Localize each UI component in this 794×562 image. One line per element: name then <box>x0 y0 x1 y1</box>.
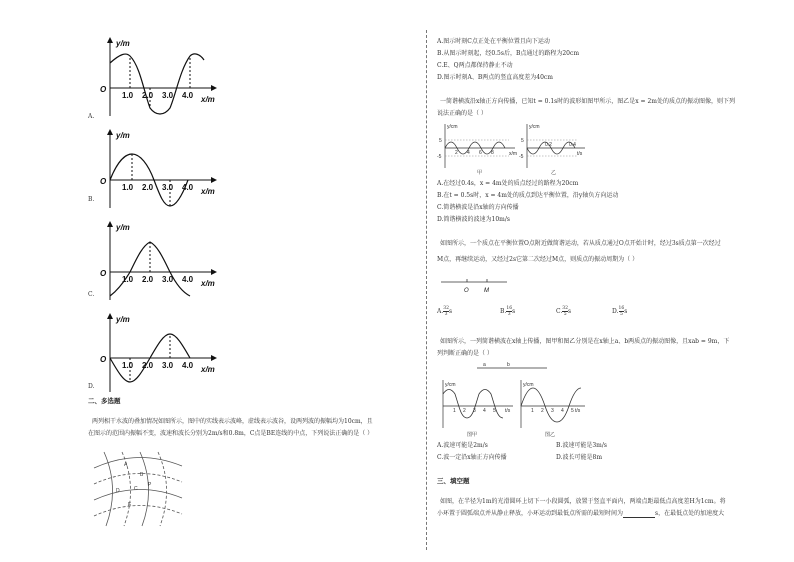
tick-label: 3 <box>551 408 554 414</box>
tick-label: 0.4 <box>569 142 576 148</box>
x-label: t/s <box>505 408 511 414</box>
option-text: B.从图示时刻起，经0.5s后，B点通过的路程为20cm <box>437 50 580 57</box>
option-text: C.波一定沿x轴正方向传播 <box>437 454 507 461</box>
y-label: y/cm <box>447 124 458 130</box>
point-label: E <box>128 502 132 508</box>
tick-label: 1.0 <box>122 361 134 370</box>
question-text: 列判断正确的是（ ） <box>437 350 493 357</box>
tick-label: 2 <box>541 408 544 414</box>
y-label: y/cm <box>523 382 534 388</box>
amp-label: 5 <box>521 138 524 144</box>
option-text: B.在t = 0.5s时，x = 4m处的质点到达平衡位置，沿y轴负方向运动 <box>437 192 619 199</box>
tick-label: 1.0 <box>122 91 134 100</box>
tick-label: 4.0 <box>182 183 194 192</box>
point-label-m: M <box>484 288 489 294</box>
option-text: A.波速可能是2m/s <box>437 442 488 449</box>
x-label: x/m <box>201 279 215 288</box>
tick-label: 5 <box>493 408 496 414</box>
column-divider <box>426 30 427 550</box>
tick-label: 4 <box>483 408 486 414</box>
option-text: A.图示时刻C点正处在平衡位置且向下运动 <box>437 38 550 45</box>
option-text: B.波速可能是3m/s <box>556 442 607 449</box>
tick-label: 4 <box>467 150 470 156</box>
point-label: C <box>134 486 138 492</box>
x-label: x/m <box>201 95 215 104</box>
tick-label: 3.0 <box>162 275 174 284</box>
question-text: 两列相干水波的叠加情况如图所示，图中的实线表示波峰，虚线表示波谷，设两列波的振幅均为10cm，且 <box>92 418 373 425</box>
wave-curve <box>521 388 581 422</box>
tick-label: 4 <box>561 408 564 414</box>
tick-label: 4.0 <box>182 91 194 100</box>
question-text: 如图所示，一列简谐横波在x轴上传播，图甲和图乙分别是在x轴上a、b两质点的振动图像，且xab = 9m，下 <box>440 338 730 345</box>
option-b: B. $\frac{16}{3}$ s <box>500 306 516 317</box>
y-label: y/cm <box>445 382 456 388</box>
point-label-o: O <box>464 288 469 294</box>
x-label: t/s <box>575 408 581 414</box>
amp-label: -5 <box>519 154 524 160</box>
option-label-d: D. <box>88 383 95 390</box>
tick-label: 4.0 <box>182 275 194 284</box>
y-label: y/m <box>116 39 130 48</box>
point-label: A <box>124 462 128 468</box>
origin-label: O <box>100 269 107 278</box>
y-label: y/cm <box>529 124 540 130</box>
tick-label: 5 <box>571 408 574 414</box>
x-label: x/m <box>201 365 215 374</box>
tick-label: 1 <box>531 408 534 414</box>
q4-graphs <box>437 360 587 438</box>
option-text: A.在经过0.4s，x = 4m处的质点经过的路程为20cm <box>437 180 579 187</box>
tick-label: 2.0 <box>142 361 154 370</box>
question-text: 如图，在半径为1m的光滑圆环上切下一小段圆弧，放置于竖直平面内，两端点距最低点高度差H为1cm。将 <box>440 498 726 505</box>
option-label-c: C. <box>88 291 95 298</box>
origin-label: O <box>100 355 107 364</box>
tick-label: 1 <box>453 408 456 414</box>
question-text: 小环置于圆弧端点并从静止释放，小环运动到最低点所需的最短时间为 s，在最低点处的加速度大 <box>437 510 725 517</box>
y-label: y/m <box>116 223 130 232</box>
graph-b <box>100 130 216 208</box>
section-title-multi-choice: 二、多选题 <box>88 397 121 405</box>
question-text: 在图示的范围内振幅不变，波速和波长分别为2m/s和0.8m，C点是BE连线的中点，下列说法正确的是（ ） <box>88 430 374 437</box>
tick-label: 0.2 <box>545 142 552 148</box>
tick-label: 3.0 <box>162 361 174 370</box>
option-text: D.简谐横波的波速为10m/s <box>437 216 510 223</box>
y-label: y/m <box>116 315 130 324</box>
caption: 乙 <box>551 170 557 176</box>
interference-figure <box>90 448 186 528</box>
question-text: 如图所示，一个质点在平衡位置O点附近做简谐运动，若从质点通过O点开始计时，经过3s质点第一次经过 <box>440 240 721 247</box>
option-text: D.波长可能是8m <box>556 454 603 461</box>
section-title-fill-blank: 三、填空题 <box>437 477 470 485</box>
tick-label: 2.0 <box>142 91 154 100</box>
q3-line-figure <box>437 272 517 294</box>
point-label: D <box>116 488 120 494</box>
tick-label: 2.0 <box>142 275 154 284</box>
y-label: y/m <box>116 131 130 140</box>
tick-label: 2 <box>463 408 466 414</box>
point-label: B <box>140 472 144 478</box>
tick-label: 1.0 <box>122 183 134 192</box>
tick-label: 6 <box>479 150 482 156</box>
point-label-a: a <box>483 362 486 368</box>
tick-label: 2 <box>455 150 458 156</box>
tick-label: 8 <box>491 150 494 156</box>
option-c: C. $\frac{32}{5}$ s <box>556 306 572 317</box>
option-d: D. $\frac{16}{5}$ s <box>612 306 628 317</box>
caption: 图乙 <box>545 432 556 438</box>
graph-d <box>100 314 216 392</box>
option-text: C.E、Q两点都保持静止不动 <box>437 62 513 69</box>
option-label-a: A. <box>88 113 95 120</box>
tick-label: 3.0 <box>162 183 174 192</box>
question-text: M点，再继续运动，又经过2s它第二次经过M点，则质点的振动周期为（ ） <box>437 256 639 263</box>
option-a: A. $\frac{32}{3}$ s <box>437 306 453 317</box>
caption: 甲 <box>477 170 483 176</box>
q2-graphs <box>437 122 587 176</box>
tick-label: 3 <box>473 408 476 414</box>
point-label-b: b <box>507 362 510 368</box>
origin-label: O <box>100 85 107 94</box>
option-text: C.简谐横波是沿x轴的方向传播 <box>437 204 519 211</box>
point-label: P <box>148 482 152 488</box>
amp-label: 5 <box>439 138 442 144</box>
graph-c <box>100 222 216 300</box>
answer-blank[interactable] <box>623 511 655 518</box>
graph-options <box>88 32 318 427</box>
option-label-b: B. <box>88 196 95 203</box>
tick-label: 2.0 <box>142 183 154 192</box>
question-text: 一简谐横波沿x轴正方向传播，已知t = 0.1s时的波形如图甲所示，图乙是x = 2m处的质点的振动图像，则下列 <box>440 98 735 105</box>
tick-label: 3.0 <box>162 91 174 100</box>
question-text: 说法正确的是（ ） <box>437 110 487 117</box>
x-label: t/s <box>577 151 583 157</box>
tick-label: 4.0 <box>182 361 194 370</box>
x-label: x/m <box>201 187 215 196</box>
caption: 图甲 <box>467 432 478 438</box>
graph-a <box>100 38 216 116</box>
option-text: D.图示时刻A、B两点的竖直高度差为40cm <box>437 74 553 81</box>
amp-label: -5 <box>437 154 442 160</box>
origin-label: O <box>100 177 107 186</box>
x-label: x/m <box>509 151 518 157</box>
tick-label: 1.0 <box>122 275 134 284</box>
